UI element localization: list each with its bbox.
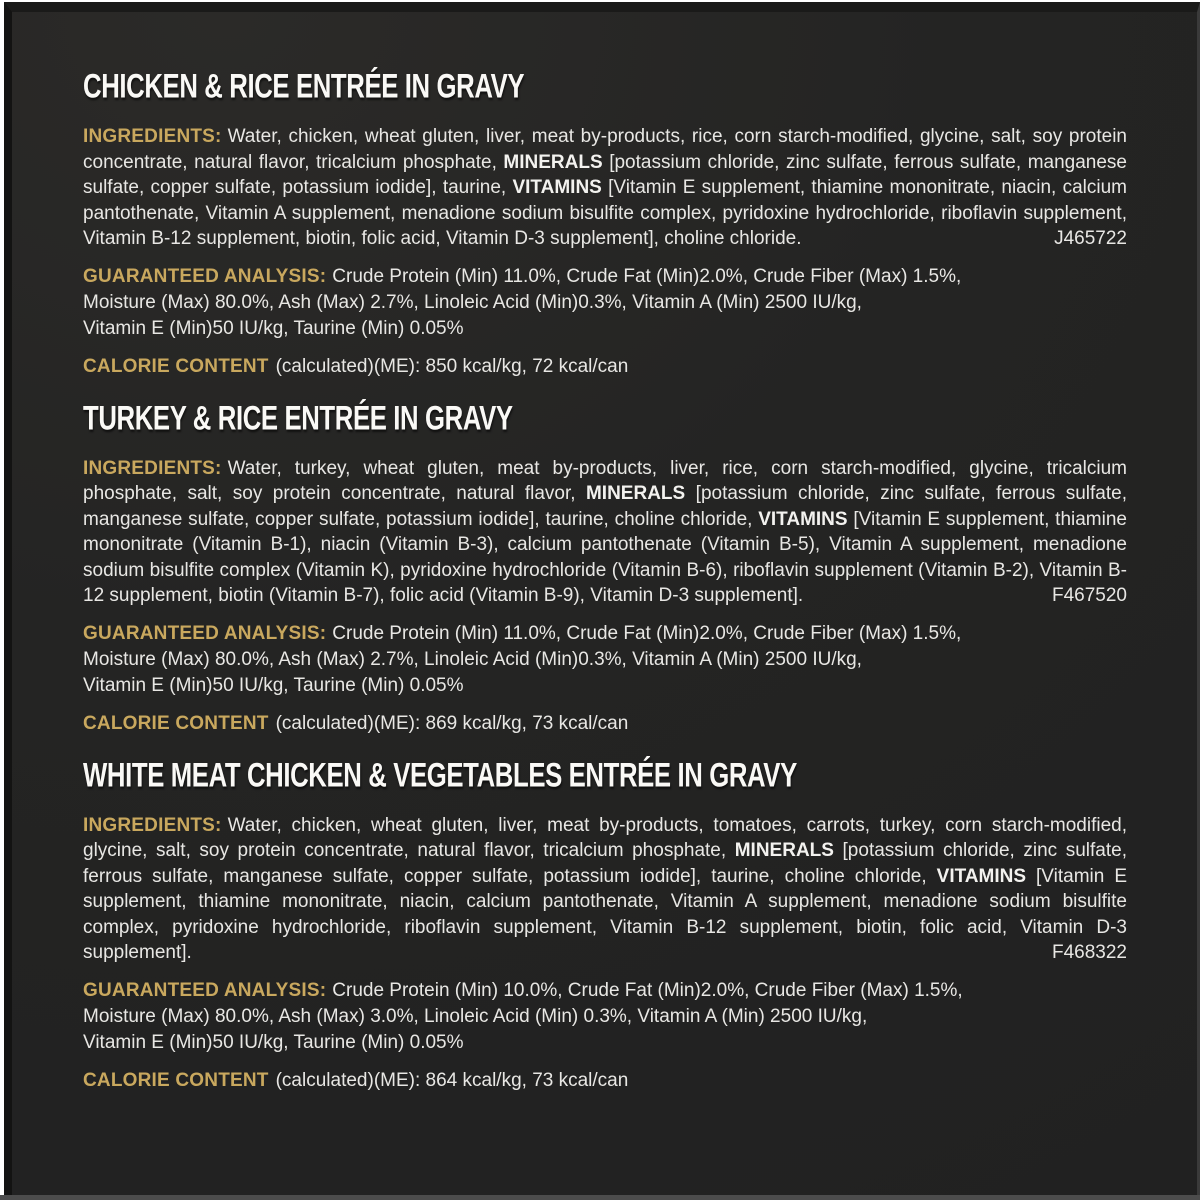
guaranteed-analysis-text: Crude Protein (Min) 10.0%, Crude Fat (Min)2.0%, Crude Fiber (Max) 1.5%, bbox=[332, 979, 963, 1001]
guaranteed-analysis-label: GUARANTEED ANALYSIS: bbox=[83, 979, 327, 1001]
guaranteed-analysis-line bbox=[83, 978, 1127, 1004]
calorie-content-text: (calculated)(ME): 869 kcal/kg, 73 kcal/can bbox=[275, 712, 629, 734]
product-section-turkey-rice bbox=[83, 397, 1127, 737]
ingredients-text-segment: [Vitamin E supplement, thiamine mononitrate, niacin, calcium pantothenate, Vitamin A supplement, menadione sodium bisulfite complex, pyridoxine hydrochloride, riboflavin supplement, Vitamin B-12 supplement, biotin, folic acid, Vitamin D-3 supplement], choline chloride. bbox=[83, 177, 1127, 249]
calorie-content-line bbox=[83, 1068, 1127, 1094]
product-section-chicken-rice bbox=[83, 66, 1127, 380]
guaranteed-analysis-block bbox=[83, 264, 1127, 342]
ingredients-text-segment: [potassium chloride, zinc sulfate, ferrous sulfate, manganese sulfate, copper sulfate, potassium iodide], taurine, choline chloride, bbox=[83, 840, 1127, 887]
product-title bbox=[83, 397, 1127, 437]
ingredients-text-segment: [potassium chloride, zinc sulfate, ferrous sulfate, manganese sulfate, copper sulfate, potassium iodide], taurine, bbox=[83, 151, 1127, 198]
guaranteed-analysis-label: GUARANTEED ANALYSIS: bbox=[83, 265, 327, 287]
ingredients-paragraph bbox=[83, 456, 1127, 609]
guaranteed-analysis-line: Vitamin E (Min)50 IU/kg, Taurine (Min) 0.05% bbox=[83, 317, 464, 339]
guaranteed-analysis-line: Moisture (Max) 80.0%, Ash (Max) 3.0%, Linoleic Acid (Min) 0.3%, Vitamin A (Min) 2500 IU/kg, bbox=[83, 1005, 868, 1027]
product-code: F467520 bbox=[1051, 585, 1127, 606]
guaranteed-analysis-label: GUARANTEED ANALYSIS: bbox=[83, 622, 327, 644]
calorie-content-label: CALORIE CONTENT bbox=[83, 712, 269, 734]
calorie-content-line bbox=[83, 711, 1127, 737]
vitamins-bold-text: VITAMINS bbox=[936, 865, 1027, 887]
calorie-content-text: (calculated)(ME): 850 kcal/kg, 72 kcal/can bbox=[275, 355, 629, 377]
ingredients-text-segment: Water, chicken, wheat gluten, liver, meat by-products, tomatoes, carrots, turkey, corn starch-modified, glycine, salt, soy protein concentrate, natural flavor, tricalcium phosphate, bbox=[83, 814, 1127, 861]
guaranteed-analysis-line: Vitamin E (Min)50 IU/kg, Taurine (Min) 0.05% bbox=[83, 1031, 464, 1053]
product-code: J465722 bbox=[1054, 228, 1127, 249]
ingredients-text-segment: Water, chicken, wheat gluten, liver, meat by-products, rice, corn starch-modified, glycine, salt, soy protein concentrate, natural flavor, tricalcium phosphate, bbox=[83, 126, 1127, 173]
product-title bbox=[83, 66, 1127, 106]
calorie-content-label: CALORIE CONTENT bbox=[83, 355, 269, 377]
vitamins-bold-text: VITAMINS bbox=[758, 508, 848, 530]
guaranteed-analysis-block bbox=[83, 978, 1127, 1056]
product-title-text: WHITE MEAT CHICKEN & VEGETABLES ENTRÉE IN GRAVY bbox=[83, 754, 797, 794]
product-title-text: CHICKEN & RICE ENTRÉE IN GRAVY bbox=[83, 66, 525, 106]
calorie-content-text: (calculated)(ME): 864 kcal/kg, 73 kcal/can bbox=[275, 1069, 629, 1091]
product-title bbox=[83, 754, 1127, 794]
ingredients-paragraph bbox=[83, 124, 1127, 252]
guaranteed-analysis-line: Vitamin E (Min)50 IU/kg, Taurine (Min) 0.05% bbox=[83, 674, 464, 696]
ingredients-paragraph bbox=[83, 813, 1127, 966]
calorie-content-label: CALORIE CONTENT bbox=[83, 1069, 269, 1091]
ingredients-text-segment: [Vitamin E supplement, thiamine mononitrate, niacin, calcium pantothenate, Vitamin A supplement, menadione sodium bisulfite complex, pyridoxine hydrochloride, riboflavin supplement, Vitamin B-12 supplement, biotin, folic acid, Vitamin D-3 supplement]. bbox=[83, 865, 1127, 963]
guaranteed-analysis-line: Moisture (Max) 80.0%, Ash (Max) 2.7%, Linoleic Acid (Min)0.3%, Vitamin A (Min) 2500 IU/kg, bbox=[83, 648, 862, 670]
product-title-text: TURKEY & RICE ENTRÉE IN GRAVY bbox=[83, 397, 513, 437]
ingredients-label: INGREDIENTS: bbox=[83, 126, 222, 147]
guaranteed-analysis-line bbox=[83, 621, 1127, 647]
guaranteed-analysis-line: Moisture (Max) 80.0%, Ash (Max) 2.7%, Linoleic Acid (Min)0.3%, Vitamin A (Min) 2500 IU/kg, bbox=[83, 291, 862, 313]
calorie-content-line bbox=[83, 354, 1127, 380]
pet-food-label-back-panel bbox=[4, 2, 1200, 1195]
bottom-edge-strip bbox=[0, 1195, 1200, 1200]
minerals-bold-text: MINERALS bbox=[585, 483, 686, 504]
guaranteed-analysis-block bbox=[83, 621, 1127, 699]
guaranteed-analysis-text: Crude Protein (Min) 11.0%, Crude Fat (Min)2.0%, Crude Fiber (Max) 1.5%, bbox=[332, 265, 962, 287]
label-content bbox=[12, 12, 1197, 1094]
guaranteed-analysis-text: Crude Protein (Min) 11.0%, Crude Fat (Min)2.0%, Crude Fiber (Max) 1.5%, bbox=[332, 622, 962, 644]
product-section-white-meat-chicken-vegetables bbox=[83, 754, 1127, 1094]
ingredients-text-segment: [Vitamin E supplement, thiamine mononitrate (Vitamin B-1), niacin (Vitamin B-3), calcium pantothenate (Vitamin B-5), Vitamin A supplement, menadione sodium bisulfite complex (Vitamin K), pyridoxine hydrochloride (Vitamin B-6), riboflavin supplement (Vitamin B-2), Vitamin B-12 supplement, biotin (Vitamin B-7), folic acid (Vitamin B-9), Vitamin D-3 supplement]. bbox=[83, 508, 1127, 606]
product-code: F468322 bbox=[1051, 942, 1127, 963]
minerals-bold-text: MINERALS bbox=[734, 840, 834, 861]
vitamins-bold-text: VITAMINS bbox=[512, 177, 602, 198]
minerals-bold-text: MINERALS bbox=[503, 151, 603, 173]
guaranteed-analysis-line bbox=[83, 264, 1127, 290]
ingredients-label: INGREDIENTS: bbox=[83, 814, 222, 836]
ingredients-label: INGREDIENTS: bbox=[83, 457, 222, 479]
ingredients-text-segment: [potassium chloride, zinc sulfate, ferrous sulfate, manganese sulfate, copper sulfate, potassium iodide], taurine, choline chloride, bbox=[83, 483, 1127, 530]
ingredients-text-segment: Water, turkey, wheat gluten, meat by-products, liver, rice, corn starch-modified, glycine, tricalcium phosphate, salt, soy protein concentrate, natural flavor, bbox=[83, 457, 1127, 504]
